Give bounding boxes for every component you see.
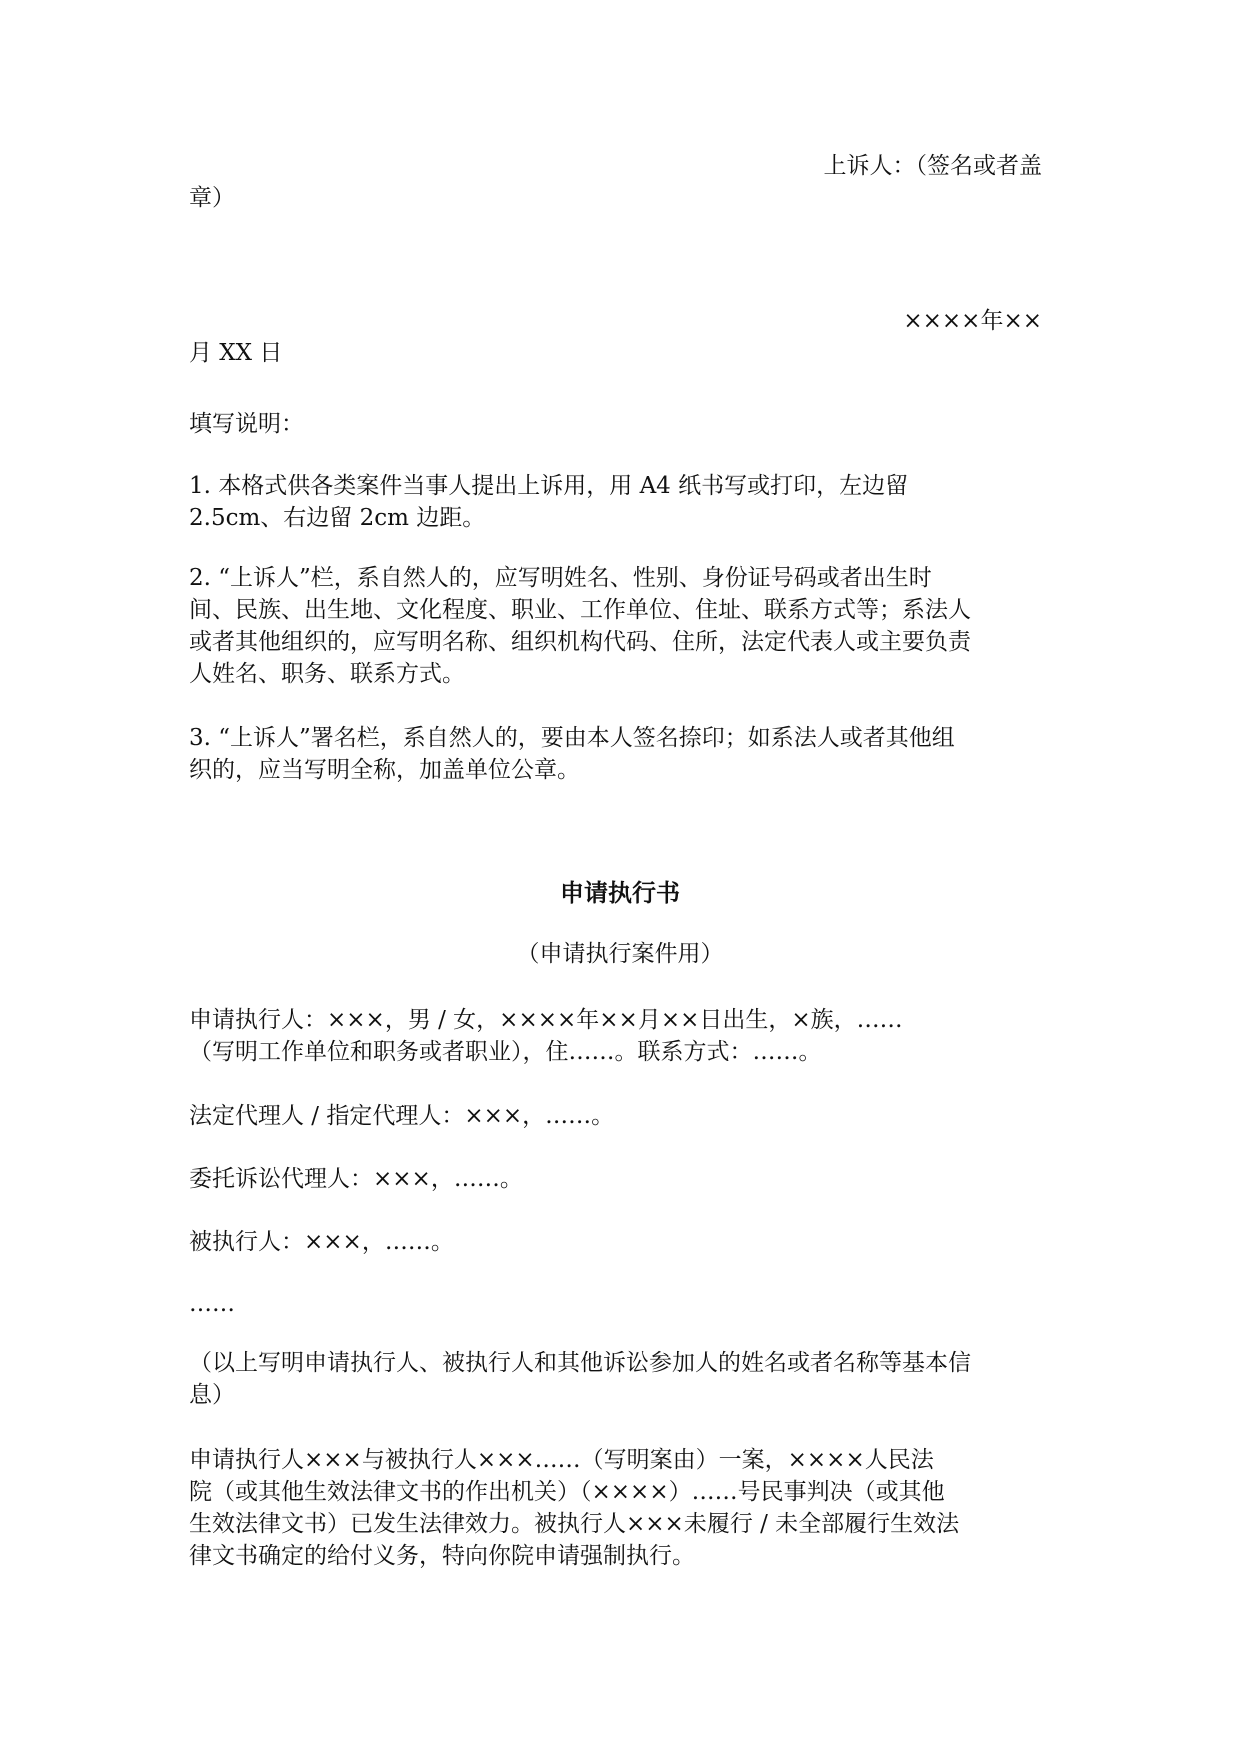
form-subtitle: （申请执行案件用） <box>516 941 724 967</box>
instruction-item-2-cont-2: 或者其他组织的，应写明名称、组织机构代码、住所，法定代表人或主要负责 <box>189 629 971 655</box>
note-line: （以上写明申请执行人、被执行人和其他诉讼参加人的姓名或者名称等基本信 <box>189 1350 971 1376</box>
applicant-line: 申请执行人：×××，男 / 女，××××年××月××日出生，×族，…… <box>189 1007 903 1033</box>
applicant-line-cont: （写明工作单位和职务或者职业），住……。联系方式：……。 <box>189 1039 822 1065</box>
instruction-item-2: 2. “上诉人”栏，系自然人的，应写明姓名、性别、身份证号码或者出生时 <box>189 565 932 591</box>
date-line: ××××年×× <box>903 308 1042 334</box>
instruction-item-3-cont: 织的，应当写明全称，加盖单位公章。 <box>189 757 580 783</box>
respondent-line: 被执行人：×××，……。 <box>189 1229 454 1255</box>
body-line-3: 生效法律文书）已发生法律效力。被执行人×××未履行 / 未全部履行生效法 <box>189 1511 960 1537</box>
instruction-item-2-cont-3: 人姓名、职务、联系方式。 <box>189 661 465 687</box>
note-line-cont: 息） <box>189 1382 235 1408</box>
body-line-4: 律文书确定的给付义务，特向你院申请强制执行。 <box>189 1543 695 1569</box>
body-line-2: 院（或其他生效法律文书的作出机关）（××××）……号民事判决（或其他 <box>189 1479 945 1505</box>
instruction-item-1-cont: 2.5cm、右边留 2cm 边距。 <box>189 505 486 531</box>
instruction-item-3: 3. “上诉人”署名栏，系自然人的，要由本人签名捺印；如系法人或者其他组 <box>189 725 955 751</box>
appellant-signature-line-cont: 章） <box>189 185 235 211</box>
appellant-signature-line: 上诉人：（签名或者盖 <box>823 153 1042 179</box>
instruction-item-2-cont-1: 间、民族、出生地、文化程度、职业、工作单位、住址、联系方式等；系法人 <box>189 597 971 623</box>
body-line-1: 申请执行人×××与被执行人×××……（写明案由）一案，××××人民法 <box>189 1447 934 1473</box>
instructions-heading: 填写说明： <box>189 411 304 437</box>
instruction-item-1: 1. 本格式供各类案件当事人提出上诉用，用 A4 纸书写或打印，左边留 <box>189 473 909 499</box>
entrusted-agent-line: 委托诉讼代理人：×××，……。 <box>189 1166 523 1192</box>
legal-agent-line: 法定代理人 / 指定代理人：×××，……。 <box>189 1103 615 1129</box>
date-line-cont: 月 XX 日 <box>189 340 283 366</box>
form-title: 申请执行书 <box>560 878 680 907</box>
ellipsis-line: …… <box>189 1291 235 1317</box>
